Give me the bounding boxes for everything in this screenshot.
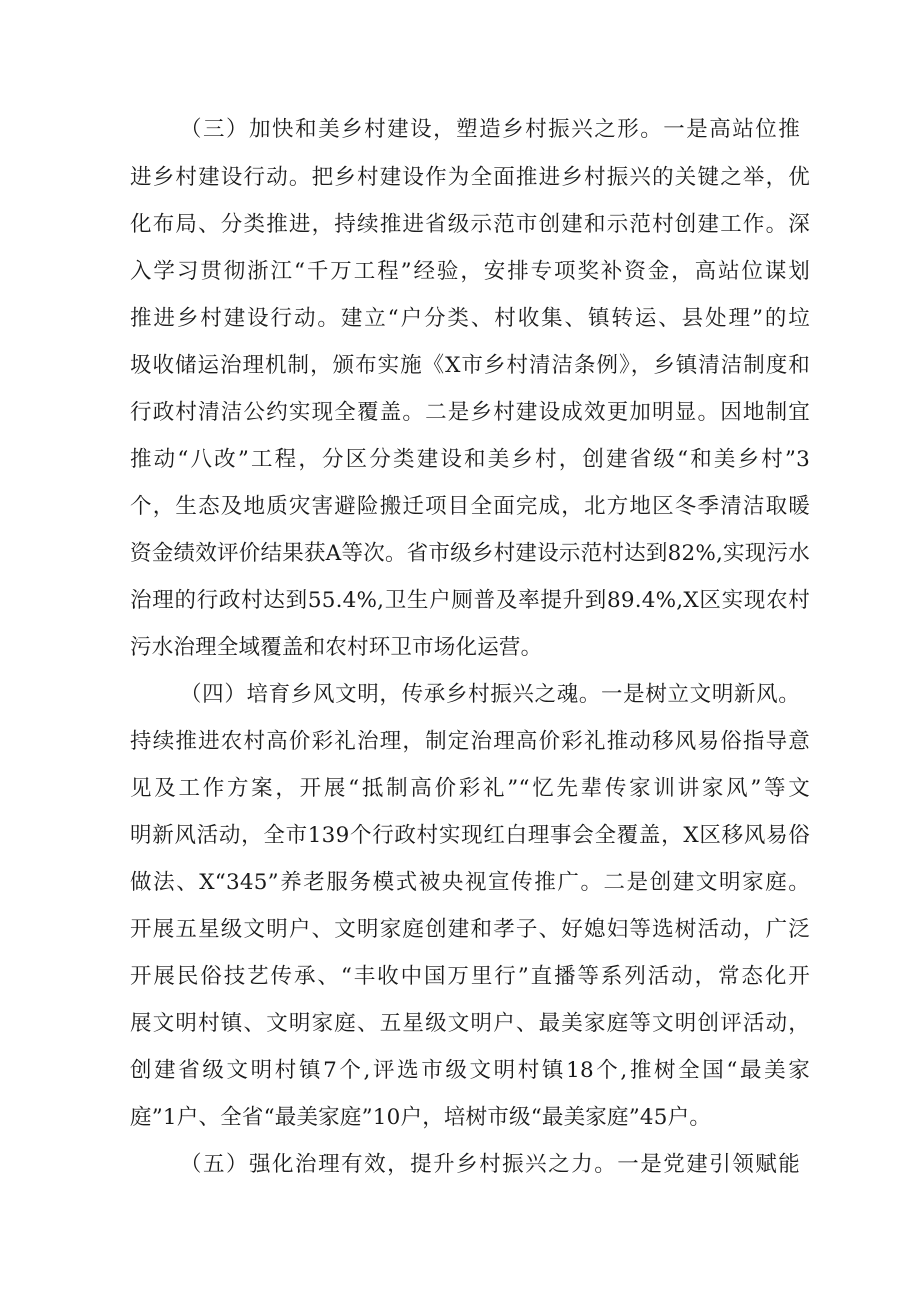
text-line: 明新风活动，全市139个行政村实现红白理事会全覆盖，X区移风易俗 xyxy=(130,823,810,848)
text-line: 开展五星级文明户、文明家庭创建和孝子、好媳妇等选树活动，广泛 xyxy=(130,917,810,942)
text-line: 进乡村建设行动。把乡村建设作为全面推进乡村振兴的关键之举，优 xyxy=(130,165,810,190)
text-line: （三）加快和美乡村建设，塑造乡村振兴之形。一是高站位推 xyxy=(180,117,800,142)
text-line: 个，生态及地质灾害避险搬迁项目全面完成，北方地区冬季清洁取暖 xyxy=(130,494,810,519)
text-line: 持续推进农村高价彩礼治理，制定治理高价彩礼推动移风易俗指导意 xyxy=(130,729,810,754)
text-line: 推进乡村建设行动。建立“户分类、村收集、镇转运、县处理”的垃 xyxy=(130,306,810,331)
text-line: 创建省级文明村镇7个,评选市级文明村镇18个,推树全国“最美家 xyxy=(130,1058,810,1083)
text-line: 化布局、分类推进，持续推进省级示范市创建和示范村创建工作。深 xyxy=(130,212,810,237)
text-line: 见及工作方案，开展“抵制高价彩礼”“忆先辈传家训讲家风”等文 xyxy=(130,776,810,801)
text-line: 污水治理全域覆盖和农村环卫市场化运营。 xyxy=(130,635,543,660)
text-line: 行政村清洁公约实现全覆盖。二是乡村建设成效更加明显。因地制宜 xyxy=(130,400,810,425)
text-line: 推动“八改”工程，分区分类建设和美乡村，创建省级“和美乡村”3 xyxy=(130,447,810,472)
text-line: 治理的行政村达到55.4%,卫生户厕普及率提升到89.4%,X区实现农村 xyxy=(130,588,810,613)
text-line: 资金绩效评价结果获A等次。省市级乡村建设示范村达到82%,实现污水 xyxy=(130,541,810,566)
text-line: 展文明村镇、文明家庭、五星级文明户、最美家庭等文明创评活动， xyxy=(130,1011,810,1036)
text-line: （四）培育乡风文明，传承乡村振兴之魂。一是树立文明新风。 xyxy=(180,682,800,707)
text-line: 开展民俗技艺传承、“丰收中国万里行”直播等系列活动，常态化开 xyxy=(130,964,810,989)
text-line: 做法、X“345”养老服务模式被央视宣传推广。二是创建文明家庭。 xyxy=(130,870,810,895)
text-line: （五）强化治理有效，提升乡村振兴之力。一是党建引领赋能 xyxy=(180,1152,800,1177)
text-line: 入学习贯彻浙江“千万工程”经验，安排专项奖补资金，高站位谋划 xyxy=(130,259,810,284)
text-line: 庭”1户、全省“最美家庭”10户，培树市级“最美家庭”45户。 xyxy=(130,1105,712,1130)
text-line: 圾收储运治理机制，颁布实施《X市乡村清洁条例》，乡镇清洁制度和 xyxy=(130,353,810,378)
